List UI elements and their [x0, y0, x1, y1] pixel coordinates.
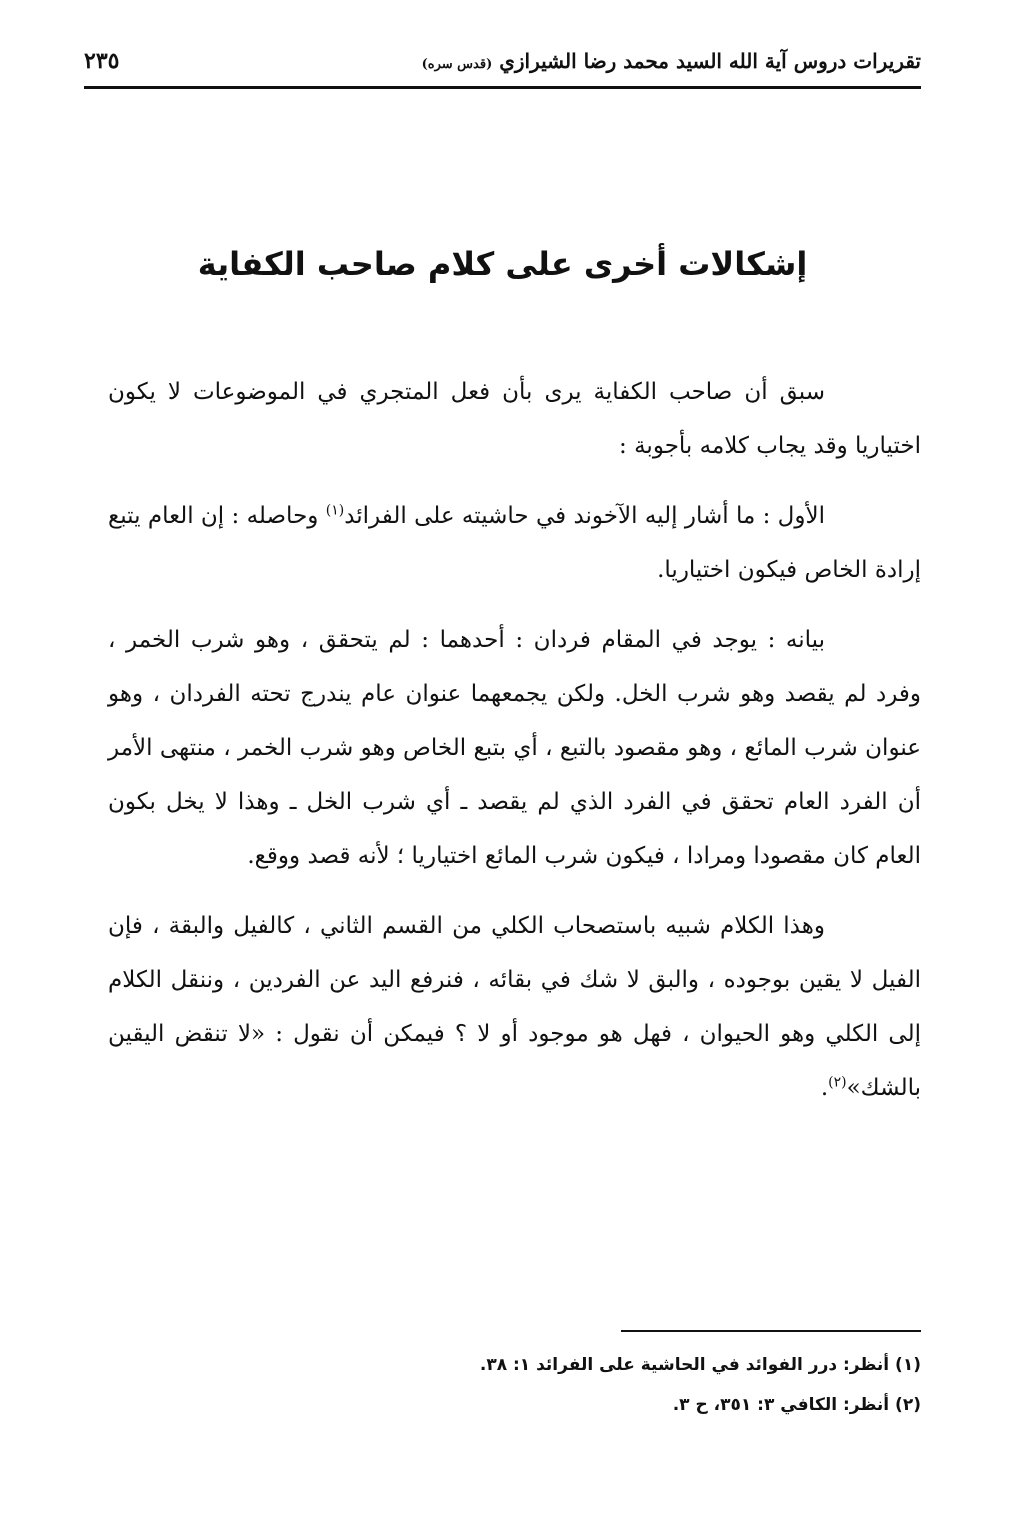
paragraph-analogy [108, 899, 921, 1115]
paragraph-analogy-text: وهذا الكلام شبيه باستصحاب الكلي من القسم الثاني ، كالفيل والبقة ، فإن الفيل لا يقين بوجوده ، والبق لا شك في بقائه ، فنرفع اليد عن الفردين ، وننقل الكلام إلى الكلي وهو الحيوان ، فهل هو موجود أو لا ؟ فيمكن أن نقول : «لا تنقض اليقين بالشك» [108, 913, 921, 1101]
paragraph-first-answer-text: الأول : ما أشار إليه الآخوند في حاشيته على الفرائد [344, 503, 825, 529]
paragraph-explanation [108, 613, 921, 883]
footnote-2: (٢) أنظر: الكافي ٣: ٣٥١، ح ٣. [672, 1395, 921, 1415]
running-header [84, 40, 921, 82]
footnote-ref-1[interactable]: (١) [325, 502, 345, 519]
section-heading: إشكالات أخرى على كلام صاحب الكفاية [197, 245, 808, 284]
paragraph-explanation-text: بيانه : يوجد في المقام فردان : أحدهما : لم يتحقق ، وهو شرب الخمر ، وفرد لم يقصد وهو شرب الخل. ولكن يجمعهما عنوان عام يندرج تحته الفردان ، وهو عنوان شرب المائع ، وهو مقصود بالتبع ، أي بتبع الخاص وهو شرب الخمر ، منتهى الأمر أن الفرد العام تحقق في الفرد الذي لم يقصد ـ أي شرب الخل ـ وهذا لا يخل بكون العام كان مقصودا ومرادا ، فيكون شرب المائع اختياريا ؛ لأنه قصد ووقع. [108, 627, 921, 869]
footnote-1: (١) أنظر: درر الفوائد في الحاشية على الفرائد ١: ٣٨. [479, 1355, 921, 1375]
paragraph-intro [108, 365, 921, 473]
running-title-honorific: (قدس سره) [421, 57, 493, 72]
header-rule [84, 86, 921, 89]
paragraph-analogy-rest: . [820, 1075, 829, 1101]
footnotes [108, 1345, 921, 1425]
paragraph-first-answer [108, 489, 921, 597]
footnote-separator [621, 1330, 921, 1332]
body-text [108, 365, 921, 1115]
running-title-text: تقريرات دروس آية الله السيد محمد رضا الشيرازي [499, 49, 921, 73]
running-title [422, 49, 921, 73]
paragraph-first-answer-rest: وحاصله : إن العام يتبع إرادة الخاص فيكون اختياريا. [108, 503, 921, 583]
footnote-ref-2[interactable]: (٢) [828, 1074, 847, 1091]
page-number: ٢٣٥ [84, 48, 120, 74]
paragraph-intro-text: سبق أن صاحب الكفاية يرى بأن فعل المتجري في الموضوعات لا يكون اختياريا وقد يجاب كلامه بأجوبة : [108, 379, 921, 459]
